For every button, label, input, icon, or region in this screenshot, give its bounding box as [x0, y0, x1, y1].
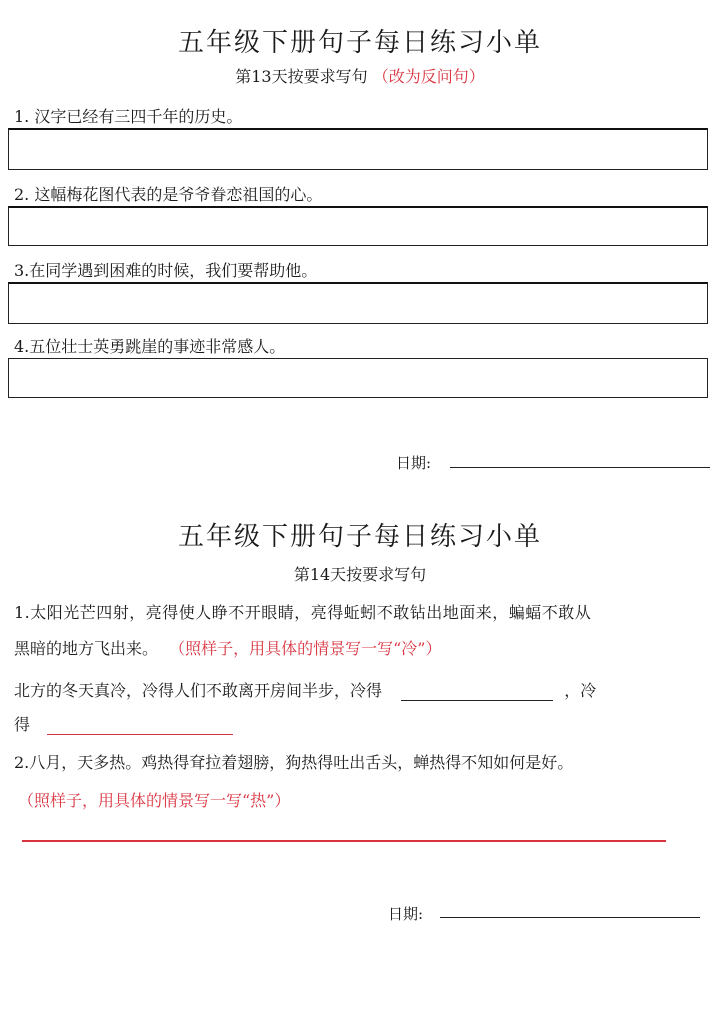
sheet2-subtitle: 第14天按要求写句	[293, 565, 427, 584]
sheet2-q1-fill-row-2	[14, 712, 233, 735]
sheet2-q1-line2-row	[14, 636, 441, 659]
sheet2-title: 五年级下册句子每日练习小单	[177, 522, 542, 552]
sheet1-title: 五年级下册句子每日练习小单	[177, 28, 542, 58]
sheet1-question-2: 2. 这幅梅花图代表的是爷爷眷恋祖国的心。	[14, 185, 323, 204]
sheet1-subtitle: 第13天按要求写句	[235, 67, 368, 86]
sheet2-date-line[interactable]	[440, 917, 700, 918]
fill-blank-1[interactable]	[401, 700, 553, 701]
answer-box-4[interactable]	[8, 358, 708, 398]
sheet1-subtitle-row	[0, 64, 720, 87]
sheet2-q1-instruction: （照样子，用具体的情景写一写“冷”）	[169, 639, 442, 658]
sheet1-date-line[interactable]	[450, 467, 710, 468]
fill-blank-2[interactable]	[47, 734, 233, 735]
sheet2-q1-fill-row	[14, 678, 596, 701]
sheet2-q1-fill-part2: ，冷	[564, 681, 597, 700]
answer-box-1[interactable]	[8, 128, 708, 170]
sheet1-question-4: 4.五位壮士英勇跳崖的事迹非常感人。	[14, 337, 286, 356]
sheet1-question-1: 1. 汉字已经有三四千年的历史。	[14, 107, 243, 126]
sheet2-q1-line1: 1.太阳光芒四射，亮得使人睁不开眼睛，亮得蚯蚓不敢钻出地面来，蝙蝠不敢从	[14, 603, 592, 622]
sheet2-q2-instruction: （照样子，用具体的情景写一写“热”）	[18, 791, 291, 810]
answer-box-3[interactable]	[8, 282, 708, 324]
answer-box-2[interactable]	[8, 206, 708, 246]
sheet2-date-label: 日期:	[388, 905, 424, 923]
sheet2-q1-fill-part3: 得	[14, 715, 31, 734]
sheet2-q1-line2: 黑暗的地方飞出来。	[14, 639, 159, 658]
sheet1-date-label: 日期:	[396, 454, 432, 472]
sheet1-question-3: 3.在同学遇到困难的时候，我们要帮助他。	[14, 261, 318, 280]
sheet2-q1-fill-part1: 北方的冬天真冷，冷得人们不敢离开房间半步，冷得	[14, 681, 383, 700]
sheet1-instruction: （改为反问句）	[372, 67, 485, 86]
sheet2-q2-line1: 2.八月，天多热。鸡热得耷拉着翅膀，狗热得吐出舌头，蝉热得不知如何是好。	[14, 753, 574, 772]
answer-line-red[interactable]	[22, 840, 666, 842]
